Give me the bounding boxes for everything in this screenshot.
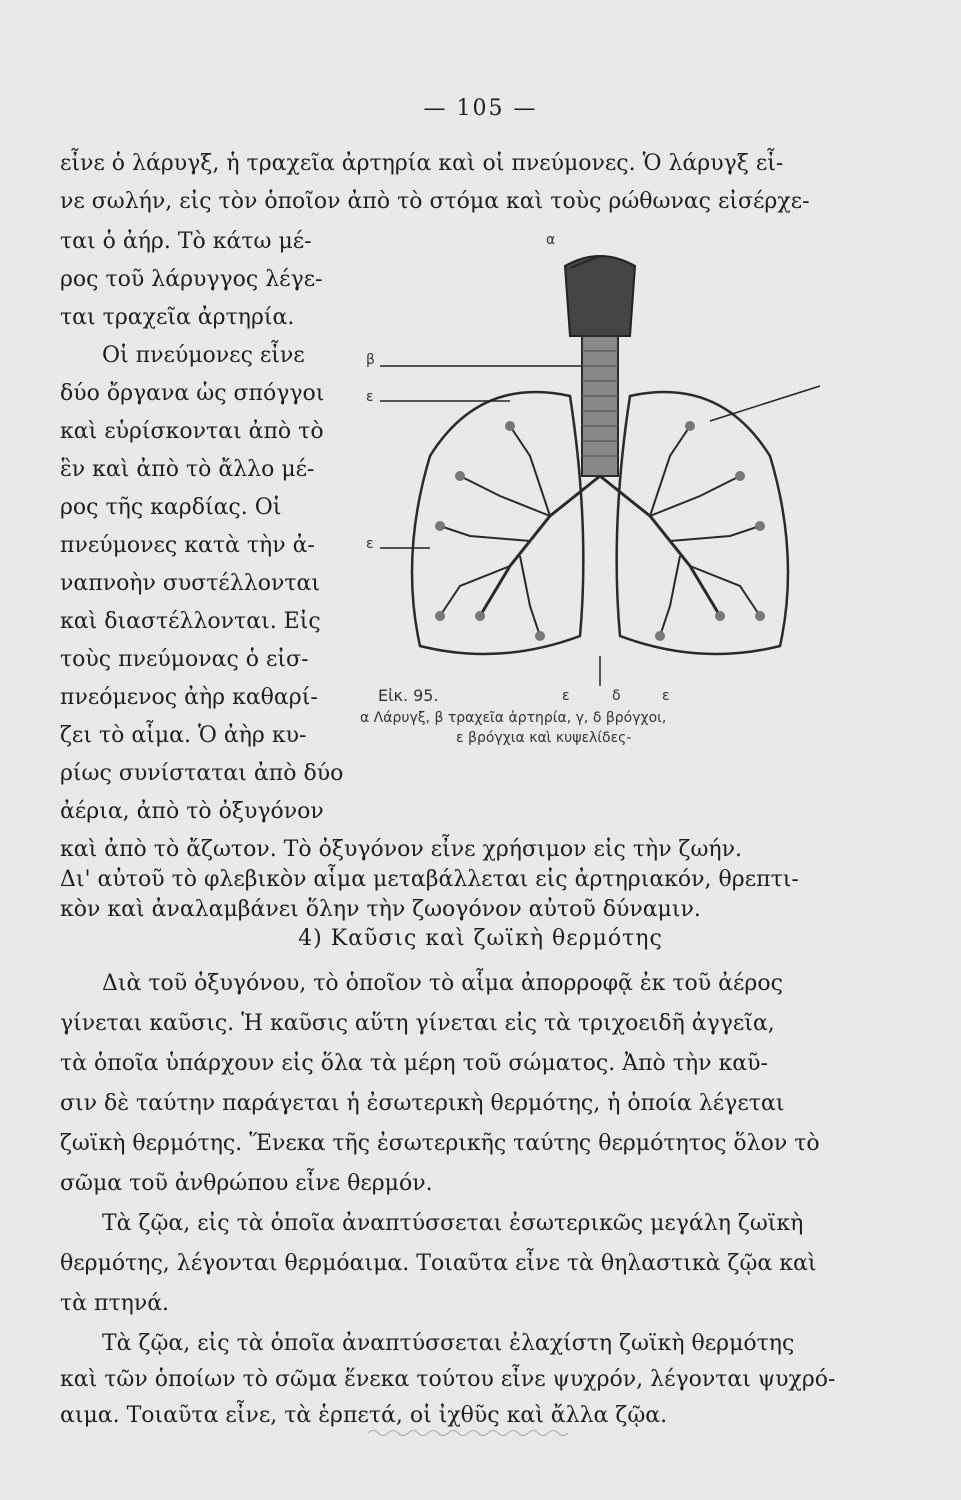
figure-label-e: ε [562, 688, 570, 704]
text-line: ζωϊκὴ θερμότης. Ἕνεκα τῆς ἐσωτερικῆς ταύτης θερμότητος ὅλον τὸ [60, 1131, 820, 1156]
text-line: πνεόμενος ἀὴρ καθαρί- [60, 685, 318, 710]
figure-label-e: ε [366, 389, 374, 405]
text-line: γίνεται καῦσις. Ἡ καῦσις αὕτη γίνεται εἰς τὰ τριχοειδῆ ἀγγεῖα, [60, 1011, 775, 1036]
text-line: κὸν καὶ ἀναλαμβάνει ὅλην τὴν ζωογόνον αὐτοῦ δύναμιν. [60, 897, 701, 922]
figure-label-e: ε [662, 688, 670, 704]
text-line: Δι' αὐτοῦ τὸ φλεβικὸν αἷμα μεταβάλλεται εἰς ἀρτηριακόν, θρεπτι- [60, 867, 799, 892]
text-line: ἓν καὶ ἀπὸ τὸ ἄλλο μέ- [60, 457, 315, 482]
text-line: Διὰ τοῦ ὀξυγόνου, τὸ ὁποῖον τὸ αἷμα ἀπορροφᾷ ἐκ τοῦ ἀέρος [102, 971, 783, 996]
text-line: Τὰ ζῷα, εἰς τὰ ὁποῖα ἀναπτύσσεται ἐλαχίστη ζωϊκὴ θερμότης [102, 1331, 795, 1356]
text-line: νε σωλήν, εἰς τὸν ὁποῖον ἀπὸ τὸ στόμα καὶ τοὺς ρώθωνας εἰσέρχε- [60, 189, 810, 214]
figure-label-e: ε [366, 536, 374, 552]
text-line: καὶ εὑρίσκονται ἀπὸ τὸ [60, 419, 324, 444]
text-line: τὰ ὁποῖα ὑπάρχουν εἰς ὅλα τὰ μέρη τοῦ σώματος. Ἀπὸ τὴν καῦ- [60, 1051, 768, 1076]
text-line: σῶμα τοῦ ἀνθρώπου εἶνε θερμόν. [60, 1171, 433, 1196]
figure-label-b: β [366, 352, 375, 368]
text-line: ται τραχεῖα ἀρτηρία. [60, 305, 295, 330]
text-line: ται ὁ ἀήρ. Τὸ κάτω μέ- [60, 229, 312, 254]
text-line: Τὰ ζῷα, εἰς τὰ ὁποῖα ἀναπτύσσεται ἐσωτερικῶς μεγάλη ζωϊκὴ [102, 1211, 804, 1236]
lungs-drawing [360, 226, 830, 686]
text-line: πνεύμονες κατὰ τὴν ἀ- [60, 533, 315, 558]
text-line: θερμότης, λέγονται θερμόαιμα. Τοιαῦτα εἶνε τὰ θηλαστικὰ ζῷα καὶ [60, 1251, 817, 1276]
text-line: τὰ πτηνά. [60, 1291, 170, 1316]
text-line: ζει τὸ αἷμα. Ὁ ἀὴρ κυ- [60, 723, 307, 748]
text-line: Οἱ πνεύμονες εἶνε [102, 343, 305, 368]
text-line: καὶ ἀπὸ τὸ ἄζωτον. Τὸ ὀξυγόνον εἶνε χρήσιμον εἰς τὴν ζωήν. [60, 837, 742, 862]
figure-label-d: δ [612, 688, 621, 704]
text-line: ρίως συνίσταται ἀπὸ δύο [60, 761, 344, 786]
figure-number: Εἰκ. 95. [378, 686, 439, 705]
figure-caption-line: ε βρόγχια καὶ κυψελίδες- [456, 730, 632, 746]
figure-label-a: α [546, 232, 556, 248]
text-line: καὶ διαστέλλονται. Εἰς [60, 609, 321, 634]
text-line: ναπνοὴν συστέλλονται [60, 571, 320, 596]
lungs-illustration [360, 226, 830, 686]
text-line: ἀέρια, ἀπὸ τὸ ὀξυγόνον [60, 799, 324, 824]
figure-caption [360, 686, 800, 748]
decorative-divider [368, 1428, 568, 1438]
text-line: δύο ὄργανα ὡς σπόγγοι [60, 381, 325, 406]
text-line: τοὺς πνεύμονας ὁ εἰσ- [60, 647, 309, 672]
text-line: ρος τοῦ λάρυγγος λέγε- [60, 267, 323, 292]
figure-caption-line: α Λάρυγξ, β τραχεῖα ἀρτηρία, γ, δ βρόγχοι, [360, 710, 667, 726]
section-heading: 4) Καῦσις καὶ ζωϊκὴ θερμότης [298, 926, 663, 951]
text-line: εἶνε ὁ λάρυγξ, ἡ τραχεῖα ἀρτηρία καὶ οἱ πνεύμονες. Ὁ λάρυγξ εἶ- [60, 151, 784, 176]
text-line: καὶ τῶν ὁποίων τὸ σῶμα ἕνεκα τούτου εἶνε ψυχρόν, λέγονται ψυχρό- [60, 1367, 836, 1392]
text-line: αιμα. Τοιαῦτα εἶνε, τὰ ἑρπετά, οἱ ἰχθῦς καὶ ἄλλα ζῷα. [60, 1403, 668, 1428]
text-line: σιν δὲ ταύτην παράγεται ἡ ἐσωτερικὴ θερμότης, ἡ ὁποία λέγεται [60, 1091, 785, 1116]
text-line: ρος τῆς καρδίας. Οἱ [60, 495, 282, 520]
page-number: — 105 — [423, 96, 538, 121]
